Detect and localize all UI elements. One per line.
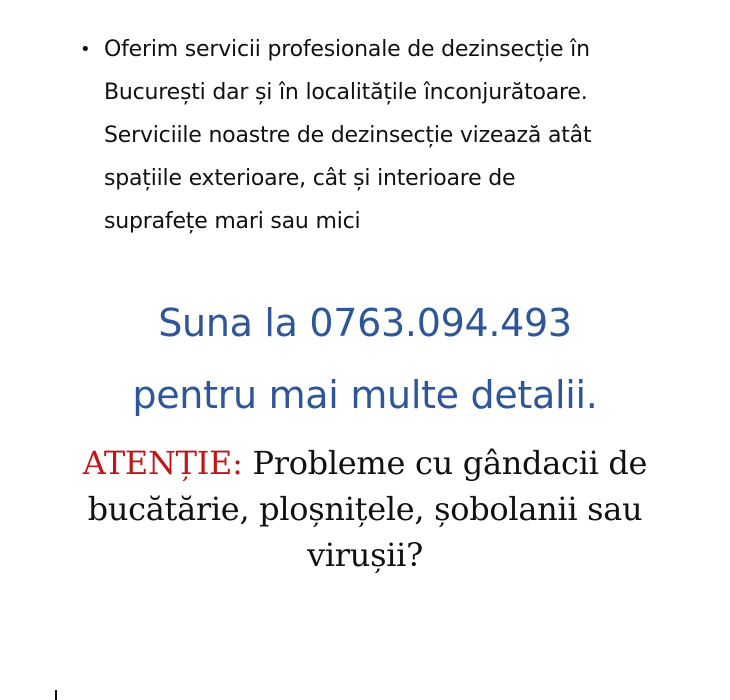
warning-paragraph [0, 440, 730, 578]
bullet-line-2: București dar și în localitățile înconjurătoare. [104, 80, 588, 105]
text-cursor-mark [55, 690, 57, 700]
bullet-line-3: Serviciile noastre de dezinsecție vizează atât [104, 123, 592, 148]
bullet-line-5: suprafețe mari sau mici [104, 209, 361, 234]
warning-line-1 [0, 440, 730, 486]
bullet-dot-icon: • [80, 39, 91, 60]
call-to-action-details: pentru mai multe detalii. [132, 373, 598, 417]
warning-line-2: bucătărie, ploșnițele, șobolanii sau [87, 490, 643, 528]
warning-label: ATENȚIE: [82, 444, 243, 482]
warning-text-1: Probleme cu gândacii de [242, 444, 648, 482]
warning-line-3: virușii? [307, 536, 423, 574]
bullet-text-1: Oferim servicii profesionale de dezinsecție în [104, 37, 590, 62]
call-to-action-phone: Suna la 0763.094.493 [158, 301, 572, 345]
bullet-line-1 [80, 28, 700, 71]
services-bullet [80, 28, 700, 243]
bullet-line-4: spațiile exterioare, cât și interioare de [104, 166, 516, 191]
